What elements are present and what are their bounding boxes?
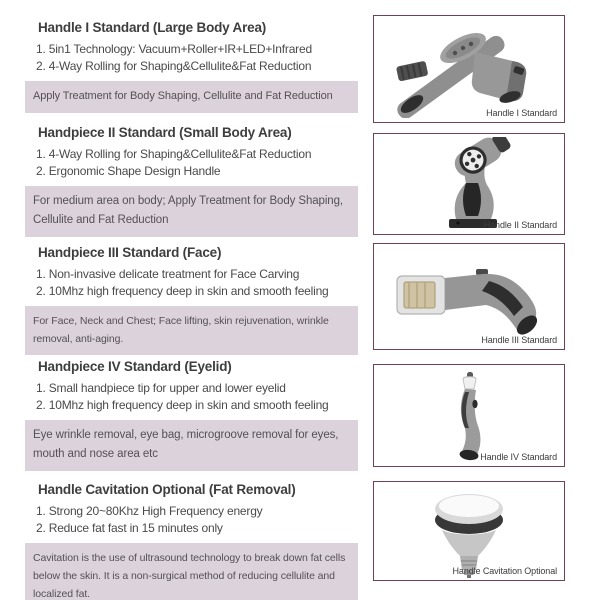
section-title: Handpiece III Standard (Face) bbox=[38, 245, 222, 260]
feature-line: 2. Reduce fat fast in 15 minutes only bbox=[36, 521, 223, 535]
section-handle-i bbox=[25, 20, 358, 113]
feature-line: 2. 10Mhz high frequency deep in skin and smooth feeling bbox=[36, 398, 329, 412]
section-title: Handpiece II Standard (Small Body Area) bbox=[38, 125, 292, 140]
treatment-note: For medium area on body; Apply Treatment for Body Shaping, Cellulite and Fat Reduction bbox=[25, 186, 358, 237]
feature-line: 2. Ergonomic Shape Design Handle bbox=[36, 164, 221, 178]
handle-4-eyelid-pen-image bbox=[379, 368, 559, 464]
section-handpiece-iii bbox=[25, 245, 358, 355]
handle-2-upright-handpiece-image bbox=[379, 137, 559, 231]
image-caption: Handle III Standard bbox=[481, 335, 557, 345]
product-frame-handle-iv bbox=[373, 364, 565, 467]
image-caption: Handle IV Standard bbox=[480, 452, 557, 462]
feature-line: 1. 5in1 Technology: Vacuum+Roller+IR+LED+Infrared bbox=[36, 42, 312, 56]
section-handpiece-iv bbox=[25, 359, 358, 471]
section-handpiece-ii bbox=[25, 125, 358, 237]
feature-line: 1. Non-invasive delicate treatment for Face Carving bbox=[36, 267, 300, 281]
product-frame-handle-iii bbox=[373, 243, 565, 350]
feature-line: 1. Strong 20~80Khz High Frequency energy bbox=[36, 504, 263, 518]
section-title: Handpiece IV Standard (Eyelid) bbox=[38, 359, 232, 374]
section-handle-cavitation bbox=[25, 482, 358, 600]
product-frame-handle-ii bbox=[373, 133, 565, 235]
section-title: Handle Cavitation Optional (Fat Removal) bbox=[38, 482, 296, 497]
handle-1-roller-handpiece-image bbox=[379, 20, 559, 118]
feature-line: 2. 10Mhz high frequency deep in skin and smooth feeling bbox=[36, 284, 329, 298]
treatment-note: Cavitation is the use of ultrasound technology to break down fat cells below the skin. It is a non-surgical method of reducing cellulite and localized fat. bbox=[25, 543, 358, 600]
treatment-note: For Face, Neck and Chest; Face lifting, skin rejuvenation, wrinkle removal, anti-aging. bbox=[25, 306, 358, 355]
treatment-note: Eye wrinkle removal, eye bag, microgroove removal for eyes, mouth and nose area etc bbox=[25, 420, 358, 471]
feature-line: 1. 4-Way Rolling for Shaping&Cellulite&Fat Reduction bbox=[36, 147, 312, 161]
feature-line: 1. Small handpiece tip for upper and lower eyelid bbox=[36, 381, 286, 395]
product-frame-handle-i bbox=[373, 15, 565, 123]
feature-line: 2. 4-Way Rolling for Shaping&Cellulite&Fat Reduction bbox=[36, 59, 312, 73]
product-frame-handle-cavitation bbox=[373, 481, 565, 581]
image-caption: Handle I Standard bbox=[486, 108, 557, 118]
image-caption: Handle Cavitation Optional bbox=[452, 566, 557, 576]
treatment-note: Apply Treatment for Body Shaping, Cellulite and Fat Reduction bbox=[25, 81, 358, 113]
handle-3-face-handpiece-image bbox=[379, 248, 559, 346]
handle-cavitation-probe-image bbox=[379, 484, 559, 578]
image-caption: Handle II Standard bbox=[483, 220, 557, 230]
section-title: Handle I Standard (Large Body Area) bbox=[38, 20, 267, 35]
